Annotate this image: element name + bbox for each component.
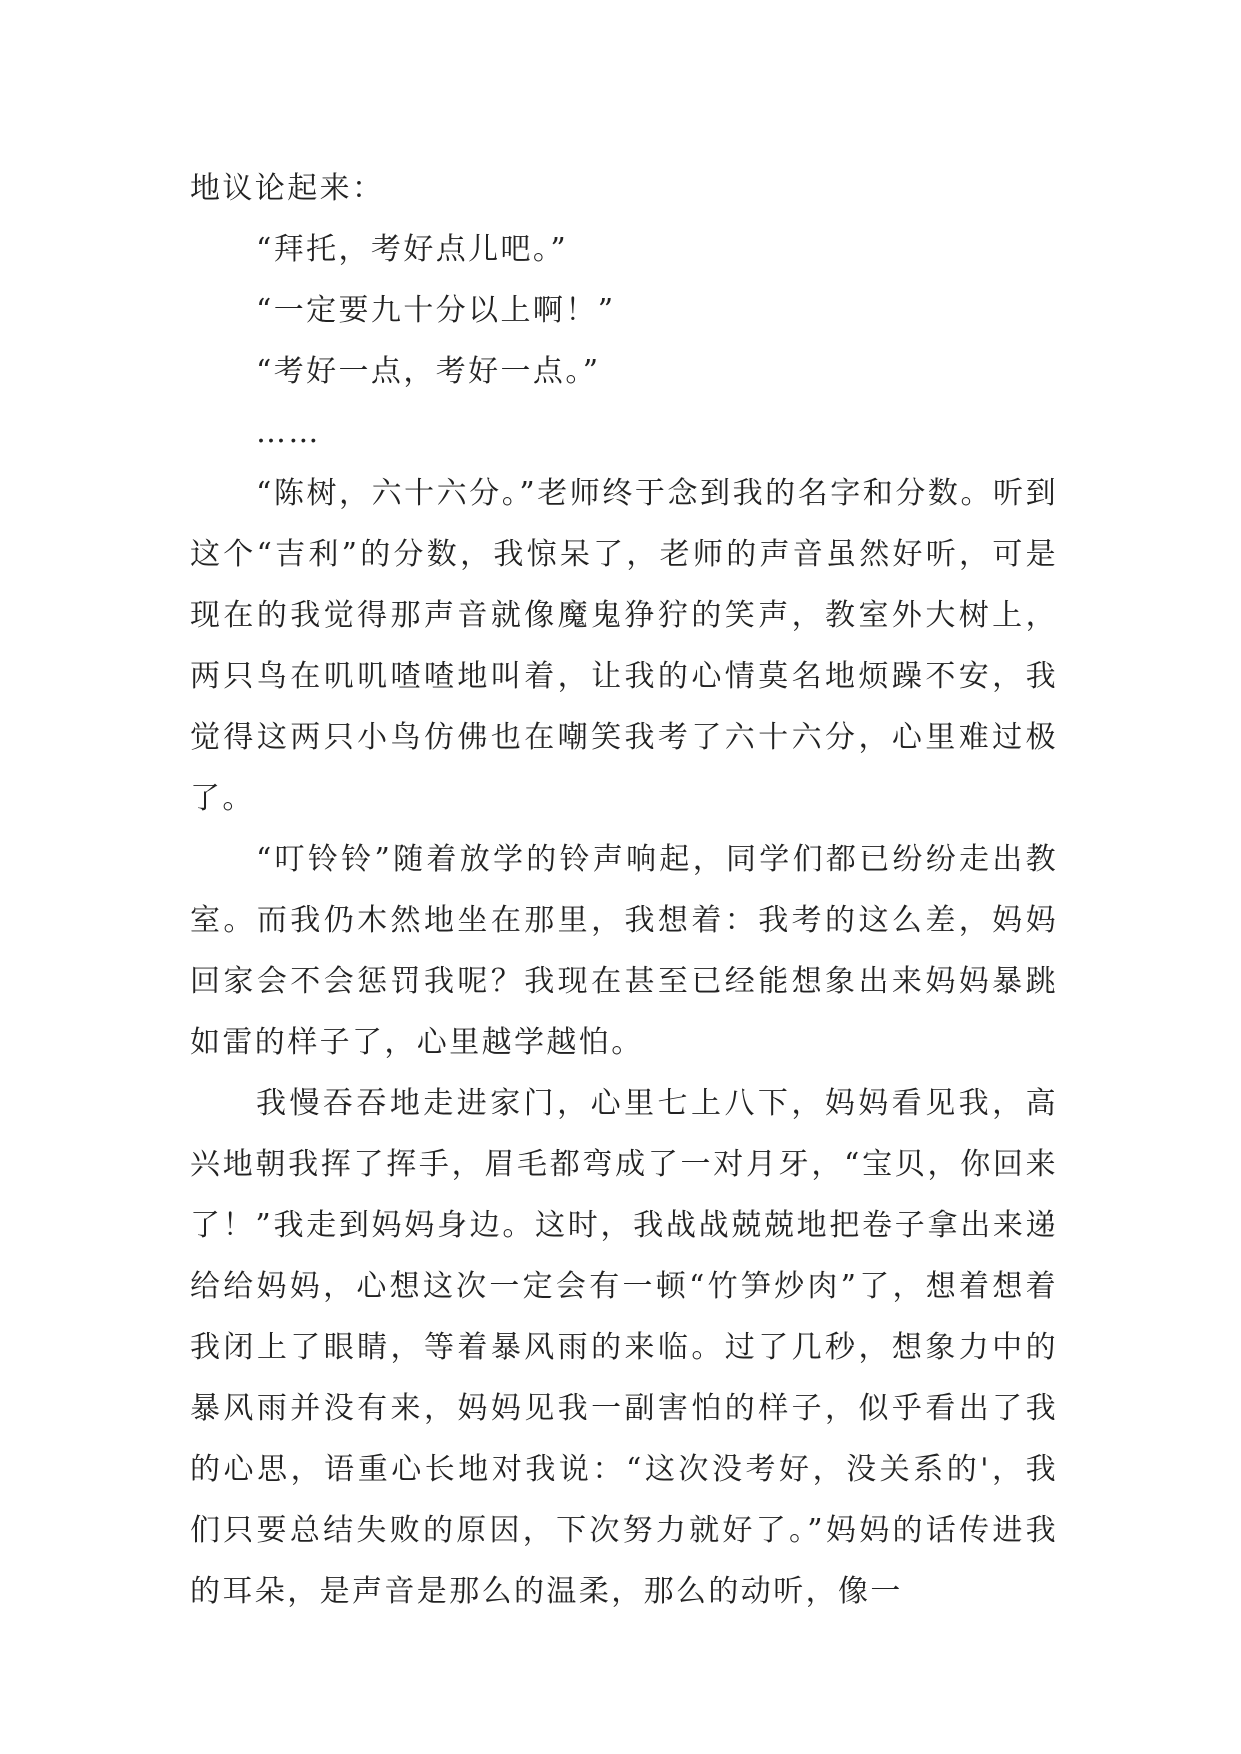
paragraph-home: 我慢吞吞地走进家门，心里七上八下，妈妈看见我，高兴地朝我挥了挥手，眉毛都弯成了一对月牙，“宝贝，你回来了！”我走到妈妈身边。这时，我战战兢兢地把卷子拿出来递给给妈妈，心想这次一定会有一顿“竹笋炒肉”了，想着想着我闭上了眼睛，等着暴风雨的来临。过了几秒，想象力中的暴风雨并没有来，妈妈见我一副害怕的样子，似乎看出了我的心思，语重心长地对我说：“这次没考好，没关系的'，我们只要总结失败的原因，下次努力就好了。”妈妈的话传进我的耳朵，是声音是那么的温柔，那么的动听，像一: [190, 1086, 1058, 1609]
paragraph-ellipsis: ……: [256, 415, 321, 450]
paragraph-quote-2: “一定要九十分以上啊！”: [256, 293, 616, 328]
paragraph-bell: “叮铃铃”随着放学的铃声响起，同学们都已纷纷走出教室。而我仍木然地坐在那里，我想着：我考的这么差，妈妈回家会不会惩罚我呢？我现在甚至已经能想象出来妈妈暴跳如雷的样子了，心里越学越怕。: [190, 842, 1058, 1060]
paragraph-continuation: 地议论起来：: [190, 171, 385, 206]
paragraph-score: “陈树，六十六分。”老师终于念到我的名字和分数。听到这个“吉利”的分数，我惊呆了，老师的声音虽然好听，可是现在的我觉得那声音就像魔鬼狰狞的笑声，教室外大树上，两只鸟在叽叽喳喳地叫着，让我的心情莫名地烦躁不安，我觉得这两只小鸟仿佛也在嘲笑我考了六十六分，心里难过极了。: [190, 476, 1058, 816]
document-body: [190, 158, 1058, 1622]
paragraph-quote-1: “拜托，考好点儿吧。”: [256, 232, 569, 267]
paragraph-quote-3: “考好一点，考好一点。”: [256, 354, 601, 389]
